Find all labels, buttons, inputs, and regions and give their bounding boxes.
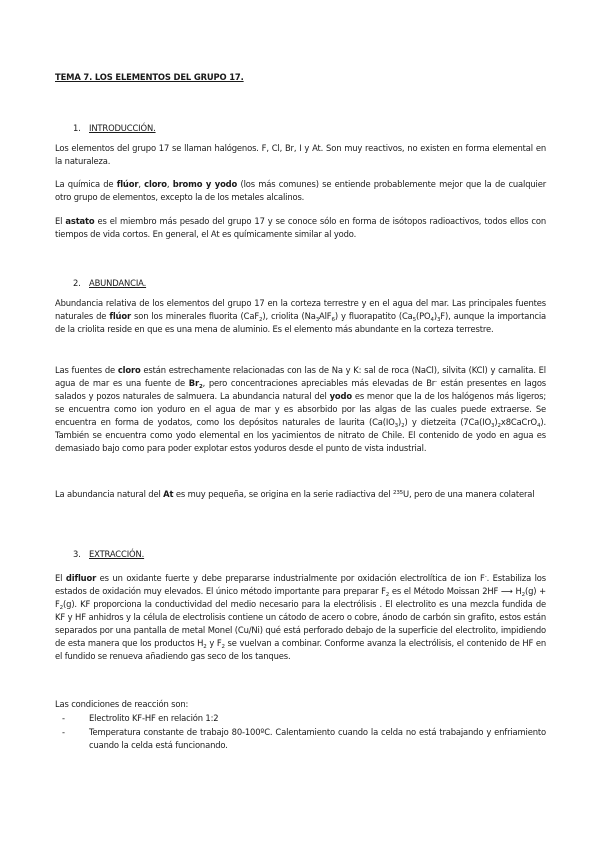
intro-paragraph-3: El astato es el miembro más pesado del grupo 17 y se conoce sólo en forma de isótopos radioactivos, todos ellos con tiempos de vida cortos. En general, el At es químicamente similar al yodo. (55, 216, 546, 239)
section-heading-extraccion (73, 549, 144, 559)
extraction-paragraph-1: El difluor es un oxidante fuerte y debe prepararse industrialmente por oxidación electrolítica de ion F-. Estabiliza los estados de oxidación muy elevados. El único método importante para preparar $F_2$ es el Método Moissan 2HF ⟶ $H_2(g) + F_2(g)$. KF proporciona la conductividad del medio necesario para la electrólisis . El electrolito es una mezcla fundida de KF y HF anhidros y la célula de electrolisis contiene un cátodo de acero o cobre, ánodo de carbón sin grafito, estos están separados por una pantalla de metal Monel (Cu/Ni) qué está perforado debajo de la superficie del electrolito, impidiendo de esta manera que los productos $H_2$ y $F_2$ se vuelvan a combinar. Conforme avanza la electrólisis, el contenido de HF en el fundido se renueva añadiendo gas seco de los tanques. (55, 573, 546, 661)
list-bullet: - (62, 727, 65, 737)
section-number: 1. (73, 123, 81, 133)
intro-paragraph-1: Los elementos del grupo 17 se llaman halógenos. F, Cl, Br, I y At. Son muy reactivos, no existen en forma elemental en la naturaleza. (55, 143, 546, 166)
intro-paragraph-2: La química de flúor, cloro, bromo y yodo (los más comunes) se entiende probablemente mejor que la de cualquier otro grupo de elementos, excepto la de los metales alcalinos. (55, 179, 547, 202)
list-item (62, 712, 546, 725)
section-heading-introduccion (73, 123, 156, 133)
abundance-paragraph-1: Abundancia relativa de los elementos del grupo 17 en la corteza terrestre y en el agua del mar. Las principales fuentes naturales de flúor son los minerales fluorita (CaF$_2$), criolita $(Na_3AlF_6)$ y fluorapatito $(Ca_5(PO_4)_3F)$, aunque la importancia de la criolita reside en que es una mena de aluminio. Es el elemento más abundante en la corteza terrestre. (55, 298, 546, 334)
list-bullet: - (62, 713, 65, 723)
section-title: INTRODUCCIÓN. (89, 123, 156, 133)
list-item-text: Electrolito KF-HF en relación 1:2 (89, 713, 219, 723)
list-item-text: Temperatura constante de trabajo 80-100ºC. Calentamiento cuando la celda no está trabajando y enfriamiento cuando la celda está funcionando. (89, 727, 546, 750)
abundance-paragraph-3: La abundancia natural del At es muy pequeña, se origina en la serie radiactiva del $^{235}$U, pero de una manera colateral (55, 489, 535, 499)
section-heading-abundancia (73, 278, 146, 288)
document-title: TEMA 7. LOS ELEMENTOS DEL GRUPO 17. (55, 72, 244, 82)
section-title: ABUNDANCIA. (89, 278, 147, 288)
abundance-paragraph-2: Las fuentes de cloro están estrechamente relacionadas con las de Na y K: sal de roca (NaCl), silvita (KCl) y carnalita. El agua de mar es una fuente de $Br_2$, pero concentraciones apreciables más elevadas de Br- están presentes en lagos salados y pozos naturales de salmuera. La abundancia natural del yodo es menor que la de los halógenos más ligeros; se encuentra como ion yoduro en el agua de mar y es absorbido por las algas de las cuales puede extraerse. Se encuentra en forma de yodatos, como los depósitos naturales de laurita $(Ca(IO_3)_2)$ y dietzeita $(7Ca(IO_3)_2x8CaCrO_4)$. También se encuentra como yodo elemental en los yacimientos de nitrato de Chile. El contenido de yodo en agua es demasiado bajo como para poder explotar estos yoduros desde el punto de vista industrial. (55, 365, 547, 453)
section-title: EXTRACCIÓN. (89, 549, 145, 559)
conditions-list (62, 712, 546, 753)
list-item (62, 726, 546, 752)
section-number: 3. (73, 549, 81, 559)
section-number: 2. (73, 278, 81, 288)
conditions-intro: Las condiciones de reacción son: (55, 699, 189, 709)
